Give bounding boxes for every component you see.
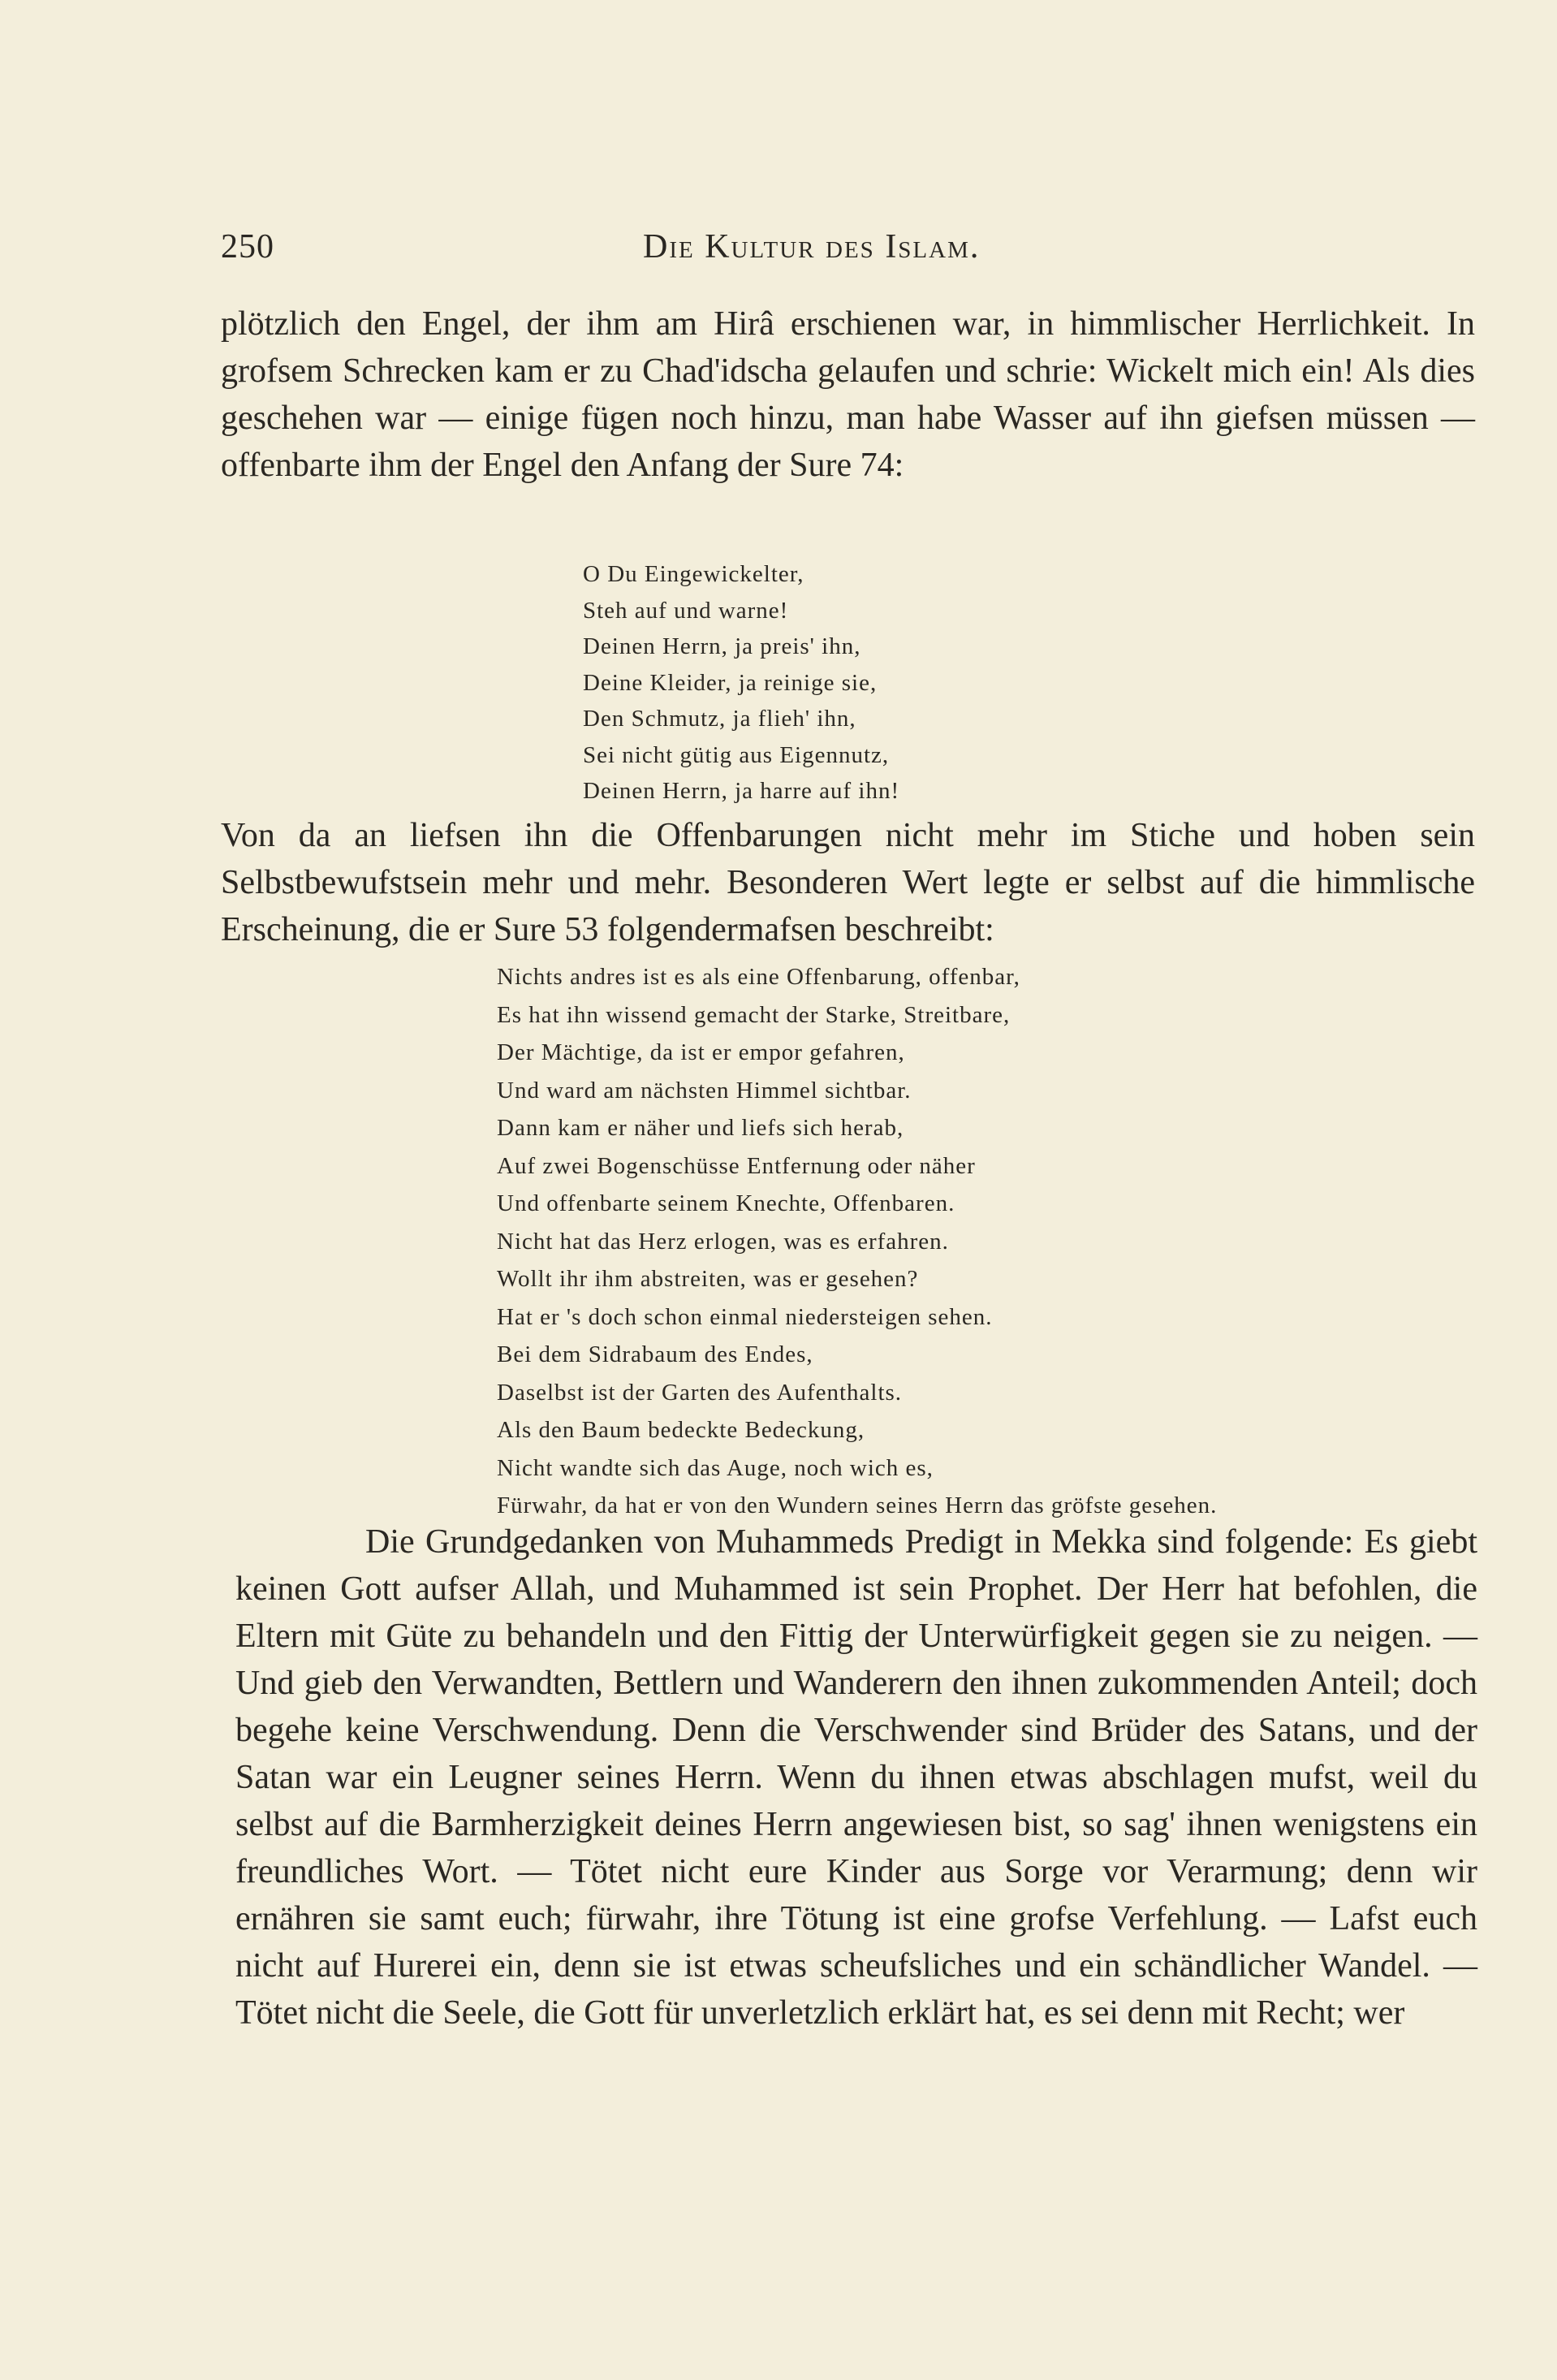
verse-line: Steh auf und warne! [583, 597, 789, 624]
verse-line: Nicht hat das Herz erlogen, was es erfahren. [497, 1228, 949, 1255]
page-number: 250 [221, 228, 274, 266]
paragraph-3: Die Grundgedanken von Muhammeds Predigt in Mekka sind folgende: Es giebt keinen Gott aufser Allah, und Muhammed ist sein Prophet. Der Herr hat befohlen, die Eltern mit Güte zu behandeln und den Fittig der Unterwürfigkeit gegen sie zu neigen. — Und gieb den Verwandten, Bettlern und Wanderern den ihnen zukommenden Anteil; doch begehe keine Verschwendung. Denn die Verschwender sind Brüder des Satans, und der Satan war ein Leugner seines Herrn. Wenn du ihnen etwas abschlagen mufst, weil du selbst auf die Barmherzigkeit deines Herrn angewiesen bist, so sag' ihnen wenigstens ein freundliches Wort. — Tötet nicht eure Kinder aus Sorge vor Verarmung; denn wir ernähren sie samt euch; fürwahr, ihre Tötung ist eine grofse Verfehlung. — Lafst euch nicht auf Hurerei ein, denn sie ist etwas scheufsliches und ein schändlicher Wandel. — Tötet nicht die Seele, die Gott für unverletzlich erklärt hat, es sei denn mit Recht; wer [235, 1523, 1477, 2032]
verse-line: Fürwahr, da hat er von den Wundern seines Herrn das gröfste gesehen. [497, 1492, 1218, 1518]
verse-line: Als den Baum bedeckte Bedeckung, [497, 1417, 865, 1443]
running-title: Die Kultur des Islam. [643, 228, 981, 266]
verse-line: Und ward am nächsten Himmel sichtbar. [497, 1077, 912, 1104]
verse-line: Hat er 's doch schon einmal niedersteigen sehen. [497, 1303, 993, 1330]
paragraph-2: Von da an liefsen ihn die Offenbarungen nicht mehr im Stiche und hoben sein Selbstbewufstsein mehr und mehr. Besonderen Wert legte er selbst auf die himmlische Erscheinung, die er Sure 53 folgendermafsen beschreibt: [221, 817, 1475, 948]
verse-line: Dann kam er näher und liefs sich herab, [497, 1115, 904, 1141]
verse-line: Sei nicht gütig aus Eigennutz, [583, 741, 890, 768]
verse-line: Es hat ihn wissend gemacht der Starke, Streitbare, [497, 1001, 1011, 1028]
verse-line: Deinen Herrn, ja preis' ihn, [583, 633, 861, 659]
verse-sure-74 [583, 556, 899, 810]
verse-line: Deinen Herrn, ja harre auf ihn! [583, 778, 900, 804]
verse-line: Den Schmutz, ja flieh' ihn, [583, 706, 856, 732]
page-header [221, 227, 1300, 276]
paragraph-1: plötzlich den Engel, der ihm am Hirâ erschienen war, in himmlischer Herrlichkeit. In grofsem Schrecken kam er zu Chad'idscha gelaufen und schrie: Wickelt mich ein! Als dies geschehen war — einige fügen noch hinzu, man habe Wasser auf ihn giefsen müssen — offenbarte ihm der Engel den Anfang der Sure 74: [221, 305, 1475, 484]
verse-line: Deine Kleider, ja reinige sie, [583, 669, 878, 696]
verse-line: Wollt ihr ihm abstreiten, was er gesehen? [497, 1266, 919, 1292]
verse-line: Nicht wandte sich das Auge, noch wich es, [497, 1454, 934, 1481]
verse-sure-53 [497, 958, 1217, 1525]
verse-line: Nichts andres ist es als eine Offenbarung, offenbar, [497, 964, 1020, 990]
verse-line: O Du Eingewickelter, [583, 561, 804, 587]
verse-line: Auf zwei Bogenschüsse Entfernung oder näher [497, 1152, 976, 1179]
verse-line: Der Mächtige, da ist er empor gefahren, [497, 1039, 905, 1065]
verse-line: Daselbst ist der Garten des Aufenthalts. [497, 1379, 903, 1406]
verse-line: Und offenbarte seinem Knechte, Offenbaren. [497, 1190, 955, 1216]
verse-line: Bei dem Sidrabaum des Endes, [497, 1341, 813, 1367]
